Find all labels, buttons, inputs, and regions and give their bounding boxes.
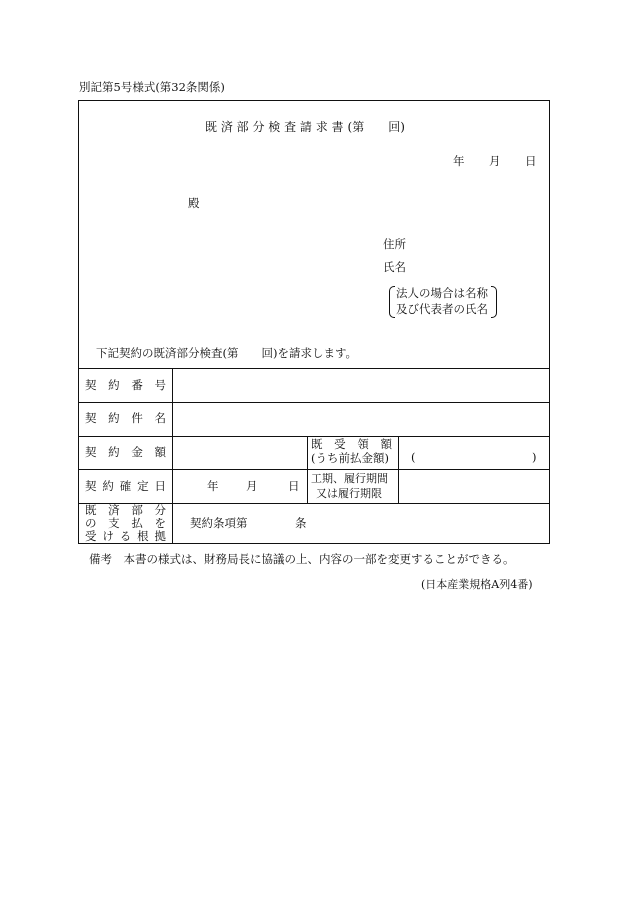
label-char: 金 <box>131 445 143 459</box>
contract-amount-field[interactable] <box>173 437 306 469</box>
date-year-label: 年 <box>453 154 465 168</box>
corp-note-line2: 及び代表者の氏名 <box>396 302 488 316</box>
label-char: 番 <box>131 378 143 392</box>
label-char: 契 <box>85 479 97 493</box>
label-char: 約 <box>108 411 120 425</box>
basis-field[interactable] <box>173 504 549 543</box>
bracket-left <box>389 286 395 318</box>
label-char: 拠 <box>154 529 166 543</box>
form-title-text: 既 済 部 分 検 査 請 求 書 <box>205 120 344 134</box>
label-char: 領 <box>357 437 369 451</box>
address-label: 住所 <box>383 237 406 251</box>
label-char: 分 <box>154 503 166 517</box>
label-char: け <box>102 529 114 543</box>
label-char: 件 <box>131 411 143 425</box>
mid-column-divider <box>307 436 308 503</box>
addressee-suffix: 殿 <box>188 196 200 210</box>
contract-number-label <box>85 380 166 392</box>
date-month-label: 月 <box>489 154 501 168</box>
label-char: 契 <box>85 378 97 392</box>
basis-value-prefix: 契約条項第 <box>190 516 248 530</box>
basis-value-suffix: 条 <box>295 516 307 530</box>
label-char: 契 <box>85 411 97 425</box>
label-char: 既 <box>311 437 323 451</box>
remark-note: 備考 本書の様式は、財務局長に協議の上、内容の一部を変更することができる。 <box>89 552 515 566</box>
basis-label-line1 <box>85 505 166 517</box>
contract-name-label <box>85 413 166 425</box>
period-field[interactable] <box>399 470 549 503</box>
label-char: 契 <box>85 445 97 459</box>
name-label: 氏名 <box>383 260 406 274</box>
label-char: 受 <box>85 529 97 543</box>
paper-standard-note: (日本産業規格A列4番) <box>421 578 533 591</box>
label-char: 払 <box>131 516 143 530</box>
label-char: 名 <box>154 411 166 425</box>
contract-number-field[interactable] <box>173 369 549 402</box>
label-char: 受 <box>334 437 346 451</box>
form-id-label: 別記第5号様式(第32条関係) <box>79 80 225 94</box>
confirm-date-field[interactable] <box>173 470 306 503</box>
label-char: 日 <box>154 479 166 493</box>
period-label-line1: 工期、履行期間 <box>311 472 388 485</box>
basis-label-line3 <box>85 531 166 543</box>
basis-label-line2 <box>85 518 166 530</box>
request-sentence: 下記契約の既済部分検査(第 回)を請求します。 <box>96 346 358 360</box>
label-char: 定 <box>137 479 149 493</box>
confirm-date-label <box>85 481 166 493</box>
label-char: 約 <box>108 378 120 392</box>
label-char: 確 <box>119 479 132 493</box>
received-amount-field[interactable] <box>399 437 549 469</box>
label-char: 済 <box>108 503 120 517</box>
bracket-right <box>491 286 497 318</box>
label-char: 既 <box>85 503 97 517</box>
contract-name-field[interactable] <box>173 403 549 436</box>
label-char: 約 <box>108 445 120 459</box>
label-char: 額 <box>380 437 392 451</box>
label-char: る <box>119 529 132 543</box>
form-title-round: (第 回) <box>347 120 405 134</box>
confirm-date-year: 年 <box>207 479 219 493</box>
form-title <box>205 121 405 133</box>
label-char: 根 <box>137 529 149 543</box>
label-char: の <box>85 516 97 530</box>
period-label-line2: 又は履行期限 <box>316 487 382 500</box>
paren-close: ) <box>532 450 537 464</box>
date-day-label: 日 <box>525 154 537 168</box>
corp-note-line1: 法人の場合は名称 <box>396 286 488 300</box>
label-char: を <box>154 516 166 530</box>
label-char: 約 <box>102 479 114 493</box>
confirm-date-month: 月 <box>246 479 258 493</box>
received-amount-sublabel: (うち前払金額) <box>311 451 389 465</box>
label-char: 号 <box>154 378 166 392</box>
contract-amount-label <box>85 447 166 459</box>
paren-open: ( <box>411 450 416 464</box>
received-amount-label <box>311 439 392 451</box>
confirm-date-day: 日 <box>288 479 300 493</box>
label-char: 部 <box>131 503 143 517</box>
label-char: 支 <box>108 516 120 530</box>
label-char: 額 <box>154 445 166 459</box>
